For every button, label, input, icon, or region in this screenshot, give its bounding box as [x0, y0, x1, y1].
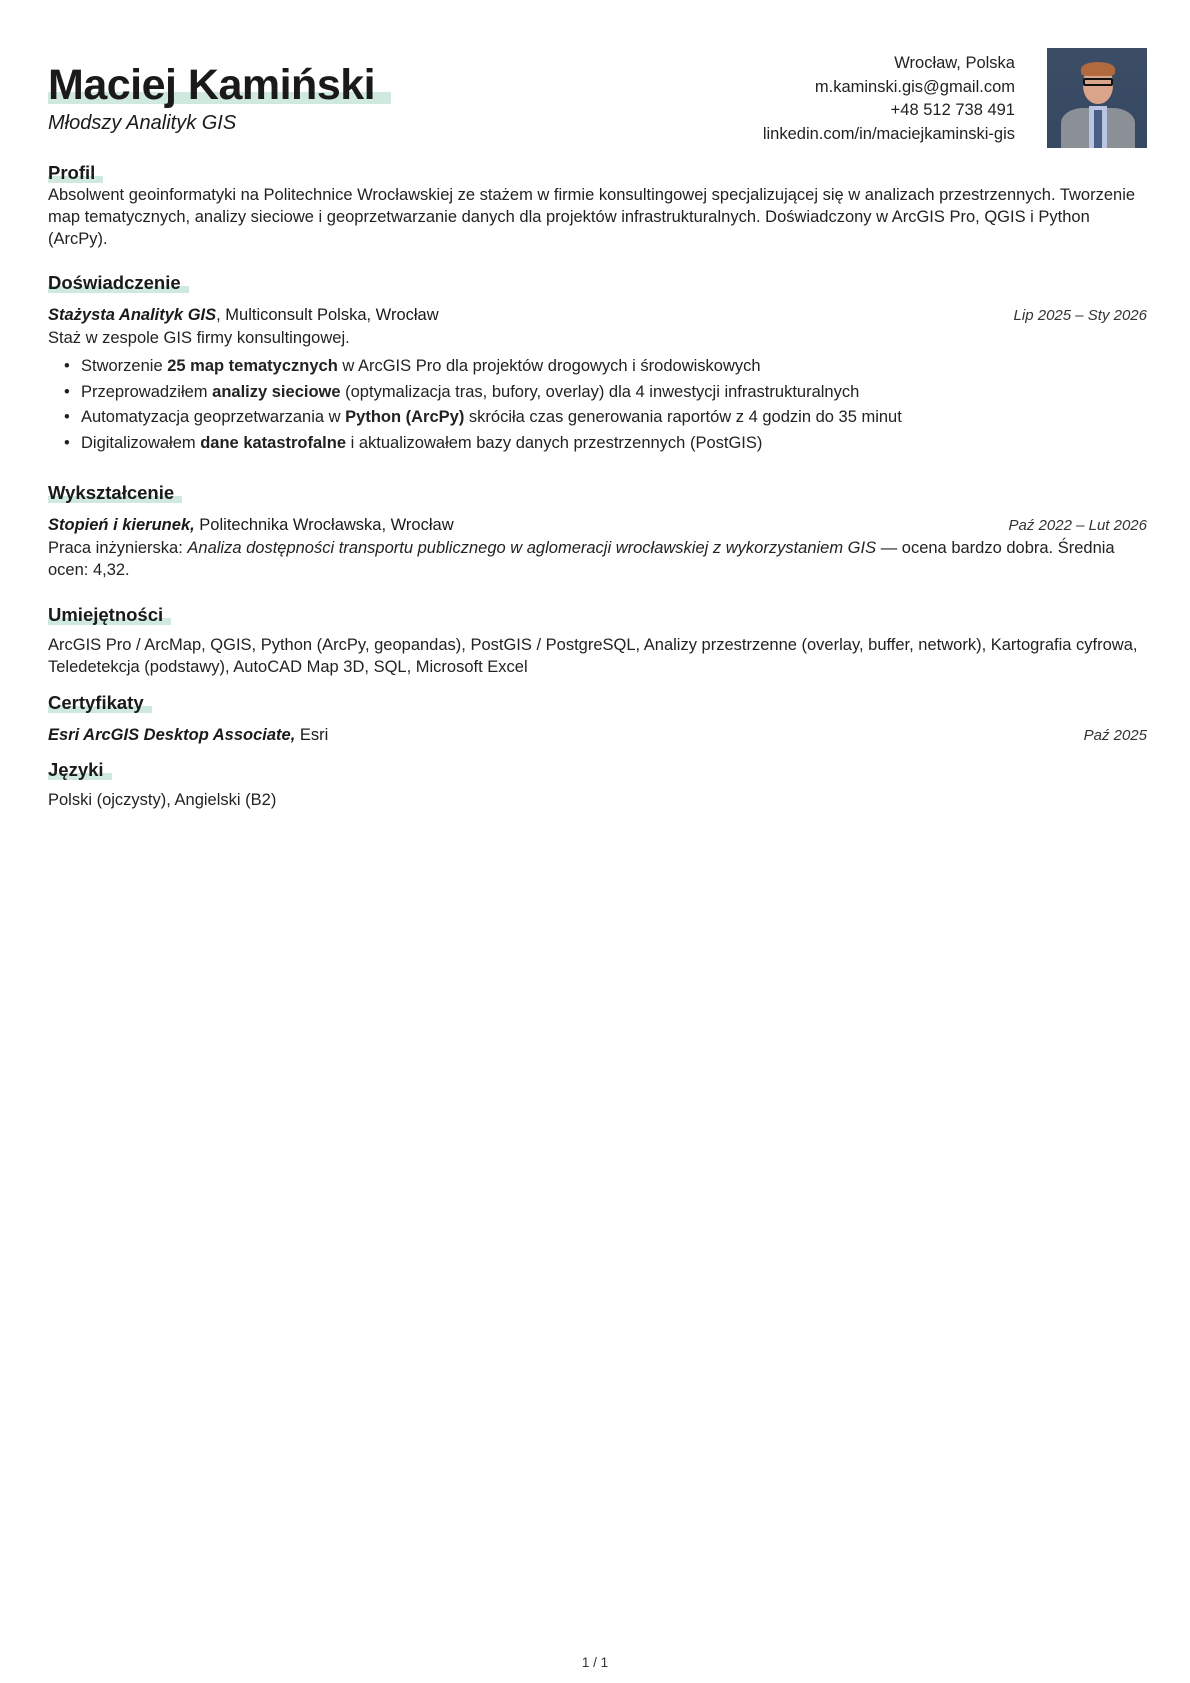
section-title-experience: Doświadczenie — [48, 272, 189, 294]
contact-phone[interactable]: +48 512 738 491 — [890, 101, 1015, 119]
name-block — [48, 60, 391, 135]
school-name: Politechnika Wrocławska, Wrocław — [194, 516, 454, 534]
certificate-issuer: Esri — [295, 726, 329, 744]
education-entry-header — [48, 514, 1147, 537]
section-title-education: Wykształcenie — [48, 482, 182, 504]
experience-bullets — [48, 354, 1147, 456]
profile-photo — [1047, 48, 1147, 148]
section-certificates — [48, 692, 1147, 747]
section-profile — [48, 162, 1147, 250]
section-experience — [48, 272, 1147, 456]
certificate-entry — [48, 724, 1147, 747]
list-item: • Digitalizowałem dane katastrofalne i aktualizowałem bazy danych przestrzennych (PostGIS) — [81, 431, 1147, 457]
list-item: • Przeprowadziłem analizy sieciowe (optymalizacja tras, bufory, overlay) dla 4 inwestycji infrastrukturalnych — [81, 380, 1147, 406]
resume-header — [48, 48, 1147, 152]
profile-text: Absolwent geoinformatyki na Politechnice Wrocławskiej ze stażem w firmie konsultingowej specjalizującej się w analizach przestrzennych. Tworzenie map tematycznych, analizy sieciowe i geoprzetwarzanie danych dla projektów infrastrukturalnych. Doświadczony w ArcGIS Pro, QGIS i Python (ArcPy). — [48, 186, 1136, 248]
photo-glasses — [1083, 78, 1113, 86]
photo-hair — [1081, 62, 1115, 76]
section-education — [48, 482, 1147, 581]
position-title: Stażysta Analityk GIS — [48, 306, 217, 324]
contact-linkedin[interactable]: linkedin.com/in/maciejkaminski-gis — [762, 124, 1015, 143]
list-item: • Stworzenie 25 map tematycznych w ArcGIS Pro dla projektów drogowych i środowiskowych — [81, 354, 1147, 380]
experience-entry-title — [48, 304, 439, 326]
education-dates: Paź 2022 – Lut 2026 — [1008, 517, 1147, 534]
languages-text: Polski (ojczysty), Angielski (B2) — [48, 791, 277, 809]
experience-entry-header — [48, 304, 1147, 327]
section-title-skills: Umiejętności — [48, 604, 171, 626]
page-number: 1 / 1 — [581, 1655, 609, 1670]
section-languages — [48, 759, 1147, 811]
photo-tie — [1094, 110, 1102, 148]
education-entry-title — [48, 514, 454, 536]
thesis-text: Praca inżynierska: Analiza dostępności transportu publicznego w aglomeracji wrocławskiej z wykorzystaniem GIS — ocena bardzo dobra. Średnia ocen: 4,32. — [48, 539, 1115, 579]
company-name: , Multiconsult Polska, Wrocław — [216, 306, 439, 324]
certificate-name: Esri ArcGIS Desktop Associate, — [48, 726, 296, 744]
certificate-date: Paź 2025 — [1083, 727, 1147, 744]
contact-email[interactable]: m.kaminski.gis@gmail.com — [814, 77, 1015, 96]
section-title-languages: Języki — [48, 759, 112, 781]
list-item: • Automatyzacja geoprzetwarzania w Python (ArcPy) skróciła czas generowania raportów z 4 godzin do 35 minut — [81, 405, 1147, 431]
candidate-name: Maciej Kamiński — [48, 60, 391, 110]
skills-text: ArcGIS Pro / ArcMap, QGIS, Python (ArcPy, geopandas), PostGIS / PostgreSQL, Analizy przestrzenne (overlay, buffer, network), Kartografia cyfrowa, Teledetekcja (podstawy), AutoCAD Map 3D, SQL, Microsoft Excel — [48, 636, 1138, 676]
contact-location: Wrocław, Polska — [894, 54, 1015, 72]
degree: Stopień i kierunek, — [48, 516, 195, 534]
section-title-certificates: Certyfikaty — [48, 692, 152, 714]
thesis-title: Analiza dostępności transportu publicznego w aglomeracji wrocławskiej z wykorzystaniem GIS — [187, 539, 877, 557]
section-skills — [48, 604, 1147, 678]
contact-info — [763, 52, 1015, 146]
section-title-profile: Profil — [48, 162, 103, 184]
job-title: Młodszy Analityk GIS — [48, 112, 237, 134]
experience-dates: Lip 2025 – Sty 2026 — [1013, 307, 1147, 324]
experience-description: Staż w zespole GIS firmy konsultingowej. — [48, 329, 350, 347]
